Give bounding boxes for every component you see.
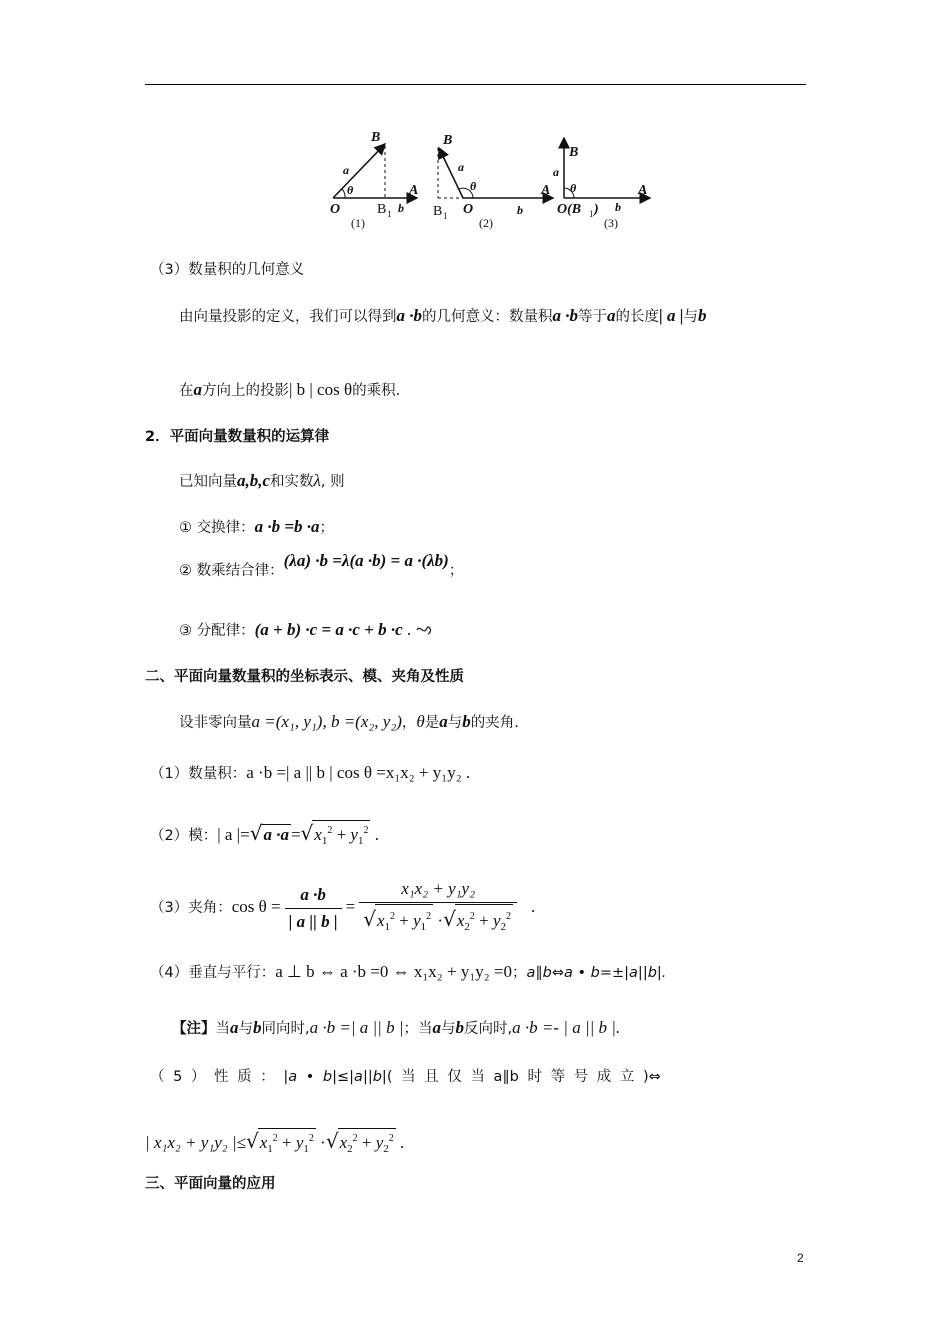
law3-end: . — [402, 620, 412, 639]
d1-vector-a — [333, 144, 385, 198]
d3-label-a: a — [553, 165, 559, 179]
item3-num2: x₁x₂ + y₁y₂ — [359, 876, 517, 903]
page-number: 2 — [797, 1251, 804, 1265]
p1-t2: 的几何意义：数量积 — [422, 309, 553, 325]
p2-a: a — [193, 380, 202, 399]
p1-abs-a: | a | — [659, 306, 684, 325]
note-b2: b — [455, 1018, 465, 1037]
item5b-lhs: | x₁x₂ + y₁y₂ |≤ — [145, 1133, 246, 1152]
p1-t4: 的长度 — [615, 309, 659, 325]
law-commutative — [179, 517, 334, 538]
d1-label-O: O — [330, 202, 341, 217]
d2-label-B1-sub: 1 — [443, 211, 448, 221]
app-heading: 三、平面向量的应用 — [145, 1176, 276, 1192]
d2-label-theta: θ — [470, 179, 477, 193]
note-a2: a — [432, 1018, 442, 1037]
p1-ab2: a ·b — [552, 306, 578, 325]
d3-label-OB: O(B — [557, 202, 582, 217]
d1-label-B: B — [371, 130, 381, 145]
item3-label: （3）夹角： — [150, 900, 232, 916]
scribble-icon — [416, 624, 434, 636]
note-t1: 当 — [215, 1021, 230, 1037]
geom-meaning-p1 — [179, 306, 707, 327]
item3-dot: · — [433, 911, 444, 930]
item4-mid: ； — [512, 965, 527, 981]
item5b-x: x — [259, 1133, 268, 1152]
law3-formula: (a + b) ·c = a ·c + b ·c — [254, 620, 403, 639]
law-distributive — [179, 620, 434, 641]
d2-label-A: A — [541, 183, 551, 198]
note-a1: a — [230, 1018, 239, 1037]
item2-eq: = — [290, 825, 301, 844]
note-b1: b — [253, 1018, 262, 1037]
note-t3: 同向时, — [261, 1021, 310, 1037]
laws-intro — [179, 471, 345, 492]
d2-label-B1: B — [433, 204, 443, 219]
coord-item5 — [150, 1067, 661, 1087]
law2-end: ； — [448, 563, 464, 579]
coord-item1 — [150, 763, 470, 784]
note-t5: 与 — [441, 1021, 456, 1037]
d3-label-OB-sub: 1 — [589, 209, 594, 219]
coord-intro-t4: 与 — [447, 715, 463, 731]
item5b-dot: · — [315, 1133, 326, 1152]
p2-abs-b: | b | cos θ — [289, 380, 353, 399]
d3-label-theta: θ — [570, 181, 577, 195]
p2-t3: 的乘积. — [352, 383, 401, 399]
laws-intro-vars: a,b,c — [237, 471, 271, 490]
note-f2: a ·b =- | a || b |. — [512, 1018, 621, 1037]
coord-intro-theta: θ — [416, 712, 425, 731]
item2-rad1: a ·a — [263, 825, 289, 844]
note-t4: ；当 — [403, 1021, 433, 1037]
law1-formula: a ·b =b ·a — [254, 517, 320, 536]
p1-ab1: a ·b — [396, 306, 422, 325]
item3-eq: = — [345, 897, 356, 916]
coord-intro-a: a — [439, 712, 448, 731]
law3-label: ③ 分配律： — [179, 623, 255, 639]
d1-label-A: A — [409, 183, 419, 198]
coord-note — [172, 1018, 620, 1039]
geom-meaning-heading: （3）数量积的几何意义 — [150, 262, 305, 278]
p2-t1: 在 — [179, 383, 194, 399]
p1-t3: 等于 — [578, 309, 607, 325]
d1-label-theta: θ — [347, 183, 354, 197]
item5b-y: y — [295, 1133, 304, 1152]
p2-t2: 方向上的投影 — [202, 383, 289, 399]
d2-label-B: B — [443, 133, 453, 148]
item4-formula: a ⊥ b ⇔ a ·b =0 ⇔ x₁x₂ + y₁y₂ =0 — [275, 962, 513, 981]
geom-meaning-p2 — [179, 380, 400, 401]
laws-intro-t2: 和实数 — [270, 474, 314, 490]
item3-cos: cos θ = — [231, 897, 281, 916]
coord-intro-t2: ， — [401, 715, 417, 731]
p1-t1: 由向量投影的定义，我们可以得到 — [179, 309, 397, 325]
coord-intro-b: b — [462, 712, 471, 731]
d2-caption: (2) — [479, 216, 493, 230]
p1-t5: 与 — [683, 309, 698, 325]
item2-lhs: | a |= — [217, 825, 250, 844]
laws-intro-lambda: λ — [313, 471, 321, 490]
d1-caption: (1) — [351, 216, 365, 230]
note-t6: 反向时, — [464, 1021, 513, 1037]
coord-intro-t5: 的夹角. — [470, 715, 519, 731]
item1-label: （1）数量积： — [150, 766, 247, 782]
coord-item5b: | x₁x₂ + y₁y₂ $|\le√x_1^2 + y_1^2 \cdot√x_2^2 + y_2^2$ . — [145, 1128, 404, 1159]
d2-label-a: a — [458, 160, 464, 174]
law2-label: ② 数乘结合律： — [179, 563, 284, 579]
item3-num1: a ·b — [285, 882, 342, 909]
law-associative — [179, 551, 464, 581]
coord-intro-formula: a =(x₁, y₁), b =(x₂, y₂) — [251, 712, 402, 731]
item2-x: x — [314, 825, 322, 844]
item5-ineq: |a • b|≤|a||b| — [283, 1069, 387, 1085]
coord-item4 — [150, 962, 666, 983]
coord-intro — [179, 712, 519, 733]
coord-heading: 二、平面向量数量积的坐标表示、模、夹角及性质 — [145, 669, 464, 685]
d1-label-b: b — [398, 201, 404, 215]
law1-end: ； — [319, 520, 335, 536]
item3-end: . — [531, 897, 536, 916]
item4-label: （4）垂直与平行： — [150, 965, 276, 981]
coord-item3: （3）夹角：cos θ = $\frac{a \cdot b}{| a || b |}$ = $\frac{\text{x₁x₂ + y₁y₂}}{√x_1^2 + y_1^2 \cdot√x_2^2 + y_2^2}$ . — [150, 876, 535, 940]
law1-label: ① 交换律： — [179, 520, 255, 536]
p1-b: b — [698, 306, 707, 325]
item2-end: . — [370, 825, 379, 844]
coord-item2: （2）模：| a $|=√a \cdot a =√x_1^2 + y_1^2$ . — [150, 820, 379, 851]
item5-label: （ 5 ） 性 质 ： — [150, 1069, 275, 1085]
item1-end: . — [461, 763, 471, 782]
laws-heading: 2．平面向量数量积的运算律 — [145, 429, 330, 445]
item2-label: （2）模： — [150, 828, 218, 844]
note-t2: 与 — [238, 1021, 253, 1037]
d3-label-b: b — [615, 200, 621, 214]
item1-formula: a ·b =| a || b | cos θ =x₁x₂ + y₁y₂ — [246, 763, 462, 782]
d1-label-B1: B — [377, 202, 387, 217]
d2-label-b: b — [517, 203, 523, 217]
coord-intro-t3: 是 — [424, 715, 440, 731]
d3-label-A: A — [638, 183, 648, 198]
item4-tail: a∥b⇔a • b=±|a||b|. — [526, 965, 667, 981]
laws-intro-t3: , 则 — [320, 474, 345, 490]
projection-figure — [325, 126, 655, 236]
d3-label-B: B — [569, 145, 579, 160]
p1-a: a — [607, 306, 616, 325]
d3-label-OB-close: ) — [594, 202, 599, 217]
laws-intro-t1: 已知向量 — [179, 474, 237, 490]
note-tag: 【注】 — [172, 1021, 216, 1037]
d1-label-a: a — [343, 163, 349, 177]
note-f1: a ·b =| a || b | — [309, 1018, 404, 1037]
item3-den1: | a || b | — [288, 911, 338, 931]
item5-cond: ( 当 且 仅 当 a∥b 时 等 号 成 立 )⇔ — [386, 1069, 661, 1085]
d3-caption: (3) — [604, 216, 618, 230]
d2-label-O: O — [463, 202, 474, 217]
item5b-end: . — [395, 1133, 405, 1152]
d1-label-B1-sub: 1 — [387, 209, 392, 219]
coord-intro-t1: 设非零向量 — [179, 715, 252, 731]
item2-plus: + — [332, 825, 351, 844]
law2-formula: (λa) ·b =λ(a ·b) = a ·(λb) — [283, 551, 449, 570]
item2-y: y — [350, 825, 358, 844]
header-rule — [145, 84, 806, 85]
